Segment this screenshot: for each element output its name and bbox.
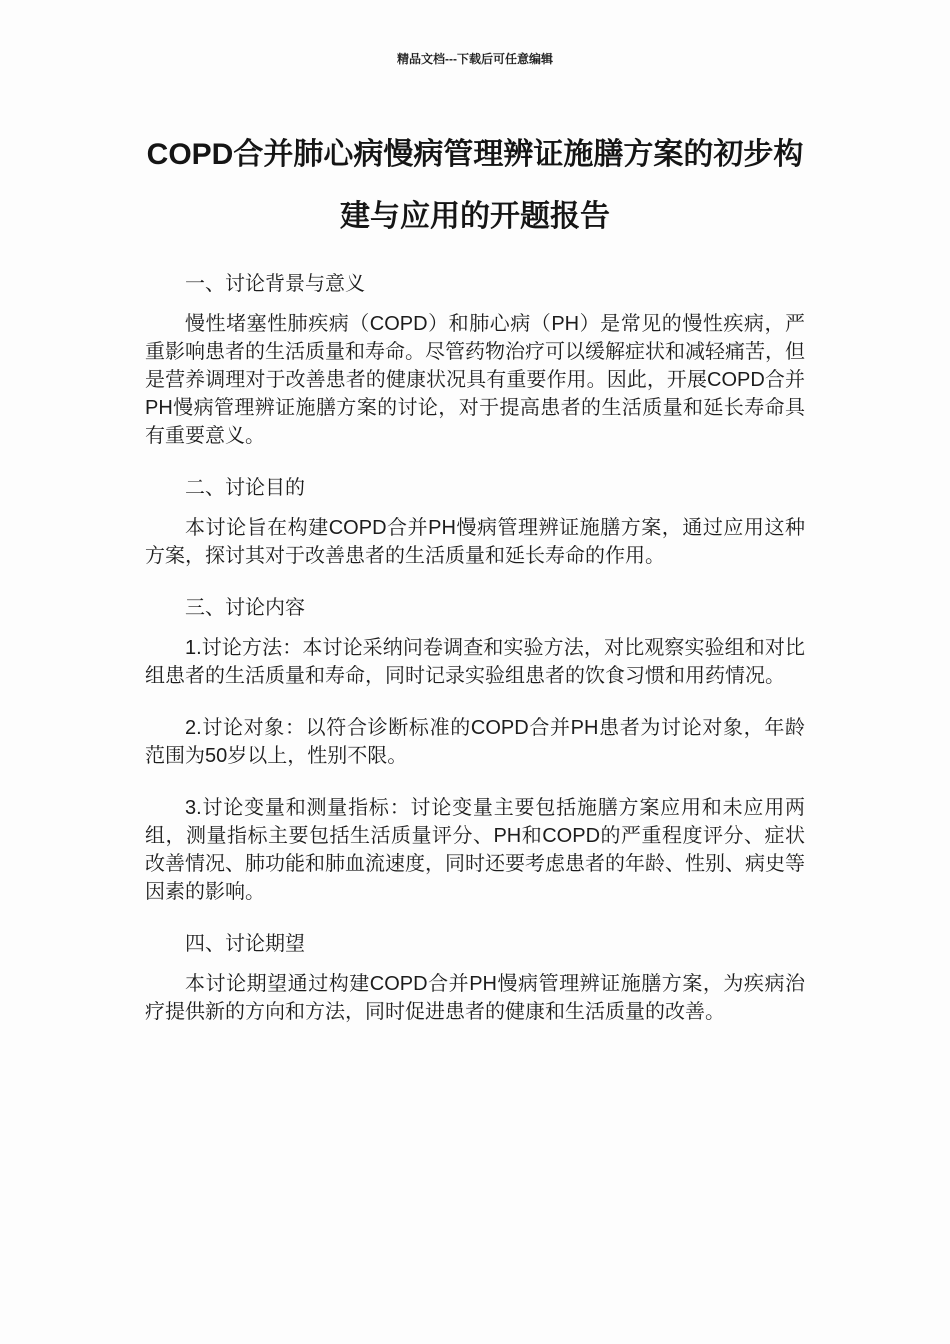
section-heading-purpose: 二、讨论目的 bbox=[185, 477, 305, 499]
paragraph-subjects: 2.讨论对象：以符合诊断标准的COPD合并PH患者为讨论对象，年龄范围为50岁以上，性别不限。 bbox=[145, 717, 805, 767]
watermark-text: 精品文档---下载后可任意编辑 bbox=[397, 52, 553, 66]
title-line-2: 建与应用的开题报告 bbox=[340, 200, 610, 233]
paragraph-method: 1.讨论方法：本讨论采纳问卷调查和实验方法，对比观察实验组和对比组患者的生活质量和寿命，同时记录实验组患者的饮食习惯和用药情况。 bbox=[145, 637, 805, 687]
section-expectation bbox=[145, 930, 805, 1026]
section-heading-background: 一、讨论背景与意义 bbox=[185, 273, 365, 295]
section-purpose bbox=[145, 474, 805, 570]
section-background-significance bbox=[145, 270, 805, 450]
section-heading-content: 三、讨论内容 bbox=[185, 597, 305, 619]
section-heading-expectation: 四、讨论期望 bbox=[185, 933, 305, 955]
paragraph-background: 慢性堵塞性肺疾病（COPD）和肺心病（PH）是常见的慢性疾病，严重影响患者的生活质量和寿命。尽管药物治疗可以缓解症状和减轻痛苦，但是营养调理对于改善患者的健康状况具有重要作用。因此，开展COPD合并PH慢病管理辨证施膳方案的讨论，对于提高患者的生活质量和延长寿命具有重要意义。 bbox=[145, 313, 805, 447]
title-line-1: COPD合并肺心病慢病管理辨证施膳方案的初步构 bbox=[146, 138, 804, 171]
document-title bbox=[145, 124, 805, 248]
paragraph-purpose: 本讨论旨在构建COPD合并PH慢病管理辨证施膳方案，通过应用这种方案，探讨其对于改善患者的生活质量和延长寿命的作用。 bbox=[145, 517, 805, 567]
section-content bbox=[145, 594, 805, 906]
paragraph-expectation: 本讨论期望通过构建COPD合并PH慢病管理辨证施膳方案，为疾病治疗提供新的方向和方法，同时促进患者的健康和生活质量的改善。 bbox=[145, 973, 805, 1023]
paragraph-variables: 3.讨论变量和测量指标：讨论变量主要包括施膳方案应用和未应用两组，测量指标主要包括生活质量评分、PH和COPD的严重程度评分、症状改善情况、肺功能和肺血流速度，同时还要考虑患者的年龄、性别、病史等因素的影响。 bbox=[145, 797, 805, 903]
